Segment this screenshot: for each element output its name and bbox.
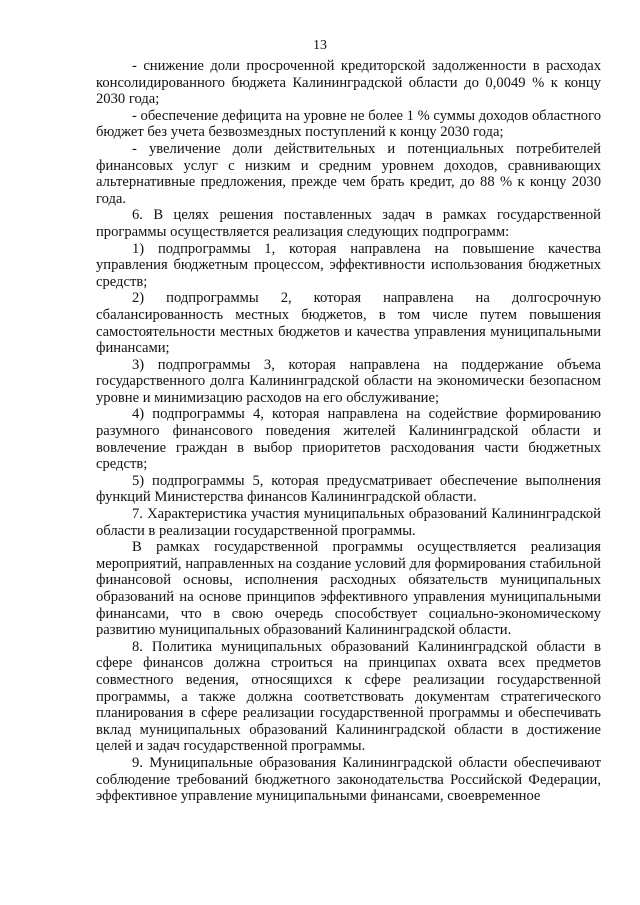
paragraph-section-9: 9. Муниципальные образования Калининградской области обеспечивают соблюдение требований бюджетного законодательства Российской Федерации, эффективное управление муниципальными финансами, своевременное [96, 754, 601, 805]
paragraph-subprogram-2: 2) подпрограммы 2, которая направлена на долгосрочную сбалансированность местных бюджетов, в том числе путем повышения самостоятельности местных бюджетов и качества управления муниципальными финансами; [96, 290, 601, 357]
paragraph-subprogram-1: 1) подпрограммы 1, которая направлена на повышение качества управления бюджетным процессом, эффективности использования бюджетных средств; [96, 240, 601, 290]
page-number: 13 [313, 38, 327, 53]
paragraph-subprogram-3: 3) подпрограммы 3, которая направлена на поддержание объема государственного долга Калининградской области на экономически безопасном уровне и минимизацию расходов на его обслуживание; [96, 356, 601, 406]
paragraph-subprogram-5: 5) подпрограммы 5, которая предусматривает обеспечение выполнения функций Министерства финансов Калининградской области. [96, 472, 601, 506]
paragraph-section-8: 8. Политика муниципальных образований Калининградской области в сфере финансов должна строиться на принципах охвата всех предметов совместного ведения, относящихся к сфере реализации государственной программы, а также должна соответствовать документам стратегического планирования в сфере реализации государственной программы и обеспечивать вклад муниципальных образований Калининградской области в достижение целей и задач государственной программы. [96, 638, 601, 755]
paragraph-section-7-body: В рамках государственной программы осуществляется реализация мероприятий, направленных на создание условий для формирования стабильной финансовой основы, исполнения расходных обязательств муниципальных образований на основе принципов эффективного управления муниципальными финансами, что в свою очередь способствует социально-экономическому развитию муниципальных образований Калининградской области. [96, 539, 601, 639]
paragraph-indicator-financial-consumers: - увеличение доли действительных и потенциальных потребителей финансовых услуг с низким и средним уровнем доходов, сравнивающих альтернативные предложения, прежде чем брать кредит, до 88 % к концу 2030 года. [96, 140, 601, 207]
paragraph-section-7-heading: 7. Характеристика участия муниципальных образований Калининградской области в реализации государственной программы. [96, 506, 601, 539]
paragraph-indicator-deficit: - обеспечение дефицита на уровне не более 1 % суммы доходов областного бюджет без учета безвозмездных поступлений к концу 2030 года; [96, 107, 601, 141]
paragraph-indicator-overdue-debt: - снижение доли просроченной кредиторской задолженности в расходах консолидированного бюджета Калининградской области до 0,0049 % к концу 2030 года; [96, 58, 601, 108]
paragraph-section-6: 6. В целях решения поставленных задач в рамках государственной программы осуществляется реализация следующих подпрограмм: [96, 207, 601, 240]
document-body [96, 58, 601, 805]
paragraph-subprogram-4: 4) подпрограммы 4, которая направлена на содействие формированию разумного финансового поведения жителей Калининградской области и вовлечение граждан в выбор приоритетов расходования части бюджетных средств; [96, 406, 601, 473]
